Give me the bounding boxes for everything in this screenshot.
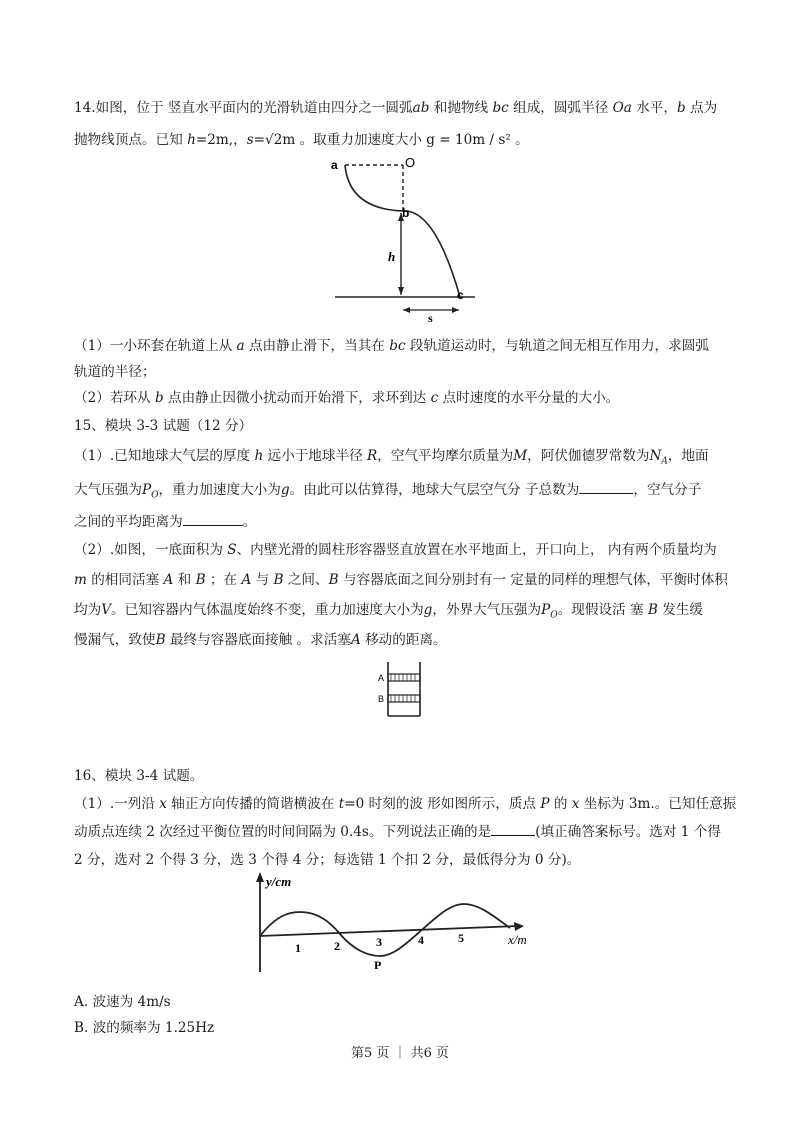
var-A: A [350, 632, 361, 648]
q16-text: 轴正方向传播的简谐横波在 [166, 796, 335, 812]
var-P0: P [541, 602, 551, 618]
label-O: O [405, 155, 416, 170]
q14-part1-line2 [74, 360, 156, 380]
var-x: x [571, 796, 580, 812]
var-A: A [163, 572, 174, 588]
q15-text: ，阿伏伽德罗常数为 [527, 448, 650, 464]
x-axis-label: x/m [508, 932, 527, 947]
q15-text: 与容器底面之间分别封有一 定量的同样的理想气体，平衡时体积 [338, 572, 728, 588]
var-t: t [338, 796, 345, 812]
q15-part1-line1 [74, 444, 709, 467]
var-x: x [159, 796, 167, 812]
q15-text: 均为 [74, 602, 102, 618]
var-h: h [254, 448, 264, 464]
q15-part2-line2 [74, 568, 728, 588]
q14-text: （2）若环从 [74, 390, 151, 406]
q15-text: 移动的距离。 [360, 632, 447, 648]
var-P: P [540, 796, 550, 812]
q15-text: ，外界大气压强为 [432, 602, 542, 618]
option-A: A. 波速为 4m/s [74, 994, 171, 1010]
arrow-head [403, 307, 410, 313]
q15-text: （1）.已知地球大气层的厚度 [74, 448, 251, 464]
q14-text: 点时速度的水平分量的大小。 [438, 390, 620, 406]
var-bc: bc [389, 338, 406, 354]
var-B: B [273, 572, 284, 588]
q16-text: 坐标为 3m.。已知任意振 [579, 796, 737, 812]
label-h: h [388, 249, 396, 264]
arrow-head [398, 287, 404, 295]
q15-text: ，空气平均摩尔质量为 [377, 448, 514, 464]
q14-track-figure [325, 155, 485, 325]
q16-wave-figure [248, 868, 558, 978]
y-axis-label: y/cm [266, 874, 292, 889]
arrow-head [514, 922, 524, 931]
var-V: V [101, 602, 112, 618]
tick-2: 2 [334, 939, 340, 953]
q15-part2-line3 [74, 598, 703, 621]
q15-text: 大气压强为 [74, 482, 142, 498]
q16-text: 动质点连续 2 次经过平衡位置的时间间隔为 0.4s。下列说法正确的是 [74, 824, 492, 840]
q16-title: 16、模块 3-4 试题。 [74, 768, 204, 784]
q14-text: 抛物线顶点。已知 [74, 132, 183, 148]
q15-text: ，重力加速度大小为 [158, 482, 281, 498]
var-M: M [513, 448, 528, 464]
q14-text: 组成，圆弧半径 [508, 100, 609, 116]
var-c: c [430, 390, 439, 406]
var-Oa: Oa [612, 100, 632, 116]
q15-text: 之间的平均距离为 [74, 514, 183, 530]
tick-5: 5 [458, 931, 464, 945]
q15-part1-line2 [74, 478, 701, 501]
var-bc: bc [492, 100, 509, 116]
var-A: A [241, 572, 252, 588]
label-s: s [428, 311, 433, 325]
q15-text: 。 [242, 514, 257, 530]
answer-blank[interactable] [491, 821, 535, 836]
var-g: g [280, 482, 290, 498]
answer-blank[interactable] [579, 479, 633, 494]
q15-text: ，空气分子 [633, 482, 702, 498]
label-A: A [378, 673, 385, 683]
q15-text: 。已知容器内气体温度始终不变，重力加速度大小为 [111, 602, 424, 618]
label-b: b [402, 206, 410, 220]
var-B: B [647, 602, 658, 618]
var-R: R [367, 448, 378, 464]
parabola-bc [403, 211, 460, 297]
var-s: s [246, 132, 254, 148]
var-B: B [195, 572, 206, 588]
var-g: g [423, 602, 433, 618]
q14-text: 段轨道运动时，与轨道之间无相互作用力，求圆弧 [405, 338, 709, 354]
q15-text: 之间、 [283, 572, 329, 588]
q15-text: 的相同活塞 [86, 572, 160, 588]
q16-part1-line2 [74, 820, 721, 840]
q14-text: =√2m 。取重力加速度大小 g = 10m / s² 。 [253, 132, 529, 148]
q15-title: 15、模块 3-3 试题（12 分） [74, 418, 253, 434]
q16-text: =0 时刻的波 形如图所示，质点 [344, 796, 537, 812]
point-P-label: P [374, 958, 382, 972]
option-B: B. 波的频率为 1.25Hz [74, 1020, 215, 1036]
var-P0: P [141, 482, 152, 498]
q15-text: ；在 [205, 572, 238, 588]
var-NA: N [649, 448, 662, 464]
label-a: a [331, 158, 338, 172]
q15-text: 。由此可以估算得，地球大气层空气分 子总数为 [289, 482, 580, 498]
tick-4: 4 [418, 933, 424, 947]
var-B: B [155, 632, 166, 648]
var-h: h [187, 132, 196, 148]
q15-part1-line3 [74, 510, 256, 530]
q16-part1-line1 [74, 792, 736, 812]
var-P0-sub: O [550, 610, 558, 621]
x-axis [260, 926, 518, 936]
q14-line2 [74, 128, 529, 148]
var-B: B [328, 572, 339, 588]
q15-text: （2）.如图，一底面积为 [74, 542, 223, 558]
q16-text: 的 [549, 796, 568, 812]
q14-text: 轨道的半径； [74, 364, 156, 380]
arrow-head [452, 307, 459, 313]
q14-part2 [74, 386, 619, 406]
q15-text: 慢漏气，致使 [74, 632, 156, 648]
tick-1: 1 [295, 941, 301, 955]
arrow-head [256, 872, 264, 882]
q14-text: =2m,， [195, 132, 247, 148]
q15-text: 。现假设活 塞 [557, 602, 644, 618]
var-NA-sub: A [661, 456, 668, 467]
var-P0-sub: O [151, 490, 159, 501]
q15-text: 最终与容器底面接触 。求活塞 [165, 632, 351, 648]
q14-text: 点由静止滑下，当其在 [244, 338, 385, 354]
var-a: a [236, 338, 245, 354]
var-b: b [676, 100, 686, 116]
q14-text: 14.如图，位于 竖直水平面内的光滑轨道由四分之一圆弧 [74, 100, 413, 116]
arc-ab [345, 165, 403, 211]
q15-part2-line4 [74, 628, 447, 648]
q14-text: 水平， [631, 100, 677, 116]
var-ab: ab [412, 100, 430, 116]
q14-line1 [74, 96, 717, 116]
q14-text: 点为 [685, 100, 718, 116]
label-c: c [457, 288, 464, 302]
q15-text: ，地面 [667, 448, 709, 464]
q16-text: (填正确答案标号。选对 1 个得 [535, 824, 721, 840]
q16-part1-line3: 2 分，选对 2 个得 3 分，选 3 个得 4 分；每选错 1 个扣 2 分，最低得分为 0 分)。 [74, 852, 581, 868]
label-B: B [378, 694, 385, 704]
q16-text: （1）.一列沿 [74, 796, 155, 812]
q15-text: 远小于地球半径 [263, 448, 363, 464]
tick-3: 3 [376, 935, 382, 949]
q14-text: （1）一小环套在轨道上从 [74, 338, 233, 354]
q14-text: 点由静止因微小扰动而开始滑下，求环到达 [163, 390, 427, 406]
var-m: m [74, 572, 87, 588]
page-footer: 第5 页 ｜ 共6 页 [350, 1046, 450, 1061]
q15-container-figure [374, 660, 434, 720]
q15-text: 发生缓 [657, 602, 703, 618]
q15-text: 与 [251, 572, 270, 588]
var-b: b [154, 390, 164, 406]
answer-blank[interactable] [183, 511, 243, 526]
var-S: S [227, 542, 237, 558]
q14-part1-line1 [74, 334, 709, 354]
q14-text: 和抛物线 [429, 100, 489, 116]
q15-text: 、内壁光滑的圆柱形容器竖直放置在水平地面上，开口向上， 内有两个质量均为 [236, 542, 717, 558]
q15-text: 和 [173, 572, 192, 588]
q15-part2-line1 [74, 538, 717, 558]
